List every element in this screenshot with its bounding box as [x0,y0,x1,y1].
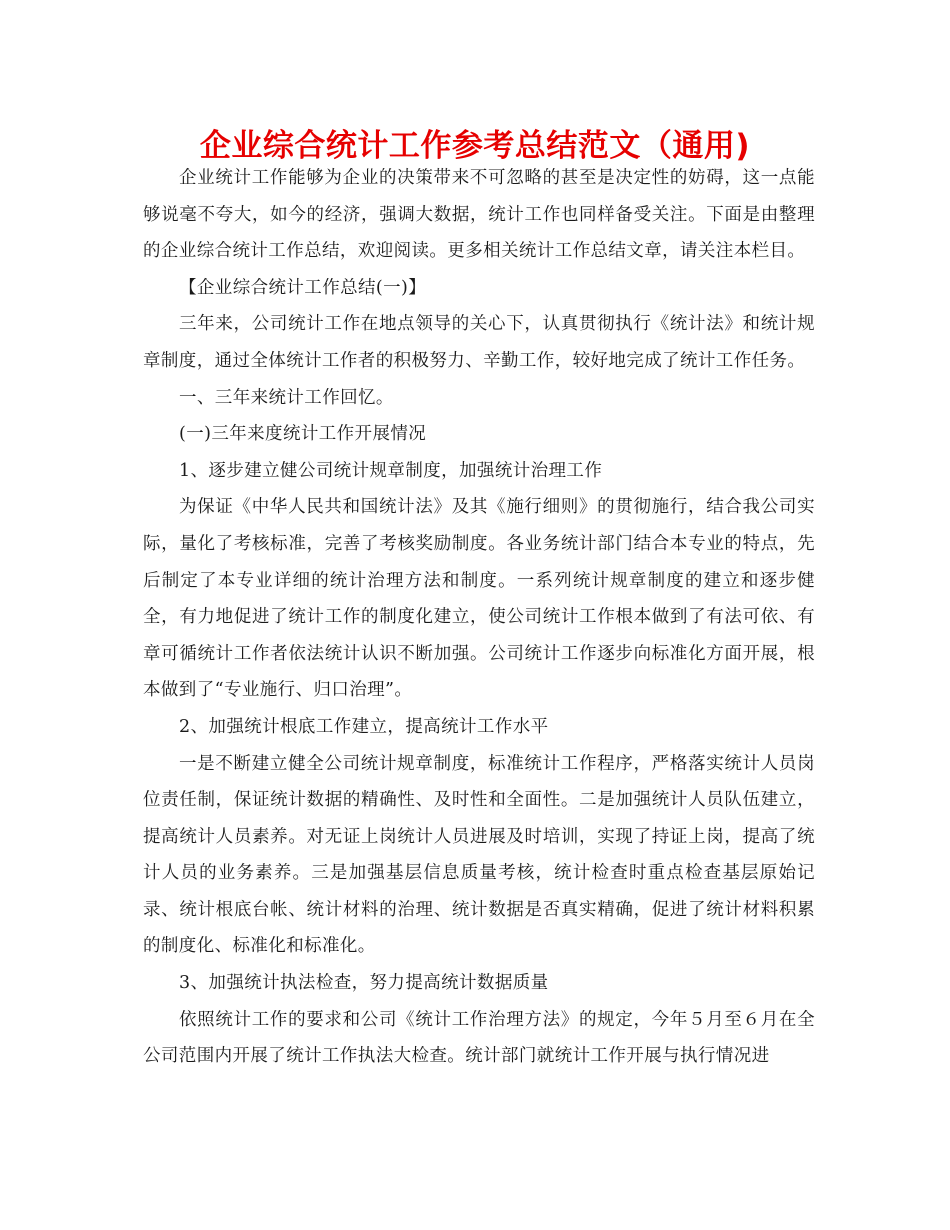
body-paragraph: 为保证《中华人民共和国统计法》及其《施行细则》的贯彻施行，结合我公司实际，量化了考核标准，完善了考核奖励制度。各业务统计部门结合本专业的特点，先后制定了本专业详细的统计治理方法和制度。一系列统计规章制度的建立和逐步健全，有力地促进了统计工作的制度化建立，使公司统计工作根本做到了有法可依、有章可循统计工作者依法统计认识不断加强。公司统计工作逐步向标准化方面开展，根本做到了“专业施行、归口治理”。 [143,497,815,701]
body-paragraph: 依照统计工作的要求和公司《统计工作治理方法》的规定，今年５月至６月在全公司范围内开展了统计工作执法大检查。统计部门就统计工作开展与执行情况进 [143,1009,815,1067]
heading-item-2: 2、加强统计根底工作建立，提高统计工作水平 [179,716,549,737]
document-body [143,160,815,1075]
document-title: 企业综合统计工作参考总结范文（通用) [199,128,751,164]
intro-paragraph: 企业统计工作能够为企业的决策带来不可忽略的甚至是决定性的妨碍，这一点能够说毫不夸大，如今的经济，强调大数据，统计工作也同样备受关注。下面是由整理的企业综合统计工作总结，欢迎阅读。更多相关统计工作总结文章，请关注本栏目。 [143,168,815,262]
heading-level-2: (一)三年来度统计工作开展情况 [179,424,427,445]
section-heading: 【企业综合统计工作总结(一)】 [179,277,427,298]
body-paragraph: 一是不断建立健全公司统计规章制度，标准统计工作程序，严格落实统计人员岗位责任制，保证统计数据的精确性、及时性和全面性。二是加强统计人员队伍建立，提高统计人员素养。对无证上岗统计人员进展及时培训，实现了持证上岗，提高了统计人员的业务素养。三是加强基层信息质量考核，统计检查时重点检查基层原始记录、统计根底台帐、统计材料的治理、统计数据是否真实精确，促进了统计材料积累的制度化、标准化和标准化。 [143,753,815,957]
heading-level-1: 一、三年来统计工作回忆。 [179,387,394,408]
heading-item-1: 1、逐步建立健公司统计规章制度，加强统计治理工作 [179,460,603,481]
body-paragraph: 三年来，公司统计工作在地点领导的关心下，认真贯彻执行《统计法》和统计规章制度，通过全体统计工作者的积极努力、辛勤工作，较好地完成了统计工作任务。 [143,314,815,371]
heading-item-3: 3、加强统计执法检查，努力提高统计数据质量 [179,973,549,994]
